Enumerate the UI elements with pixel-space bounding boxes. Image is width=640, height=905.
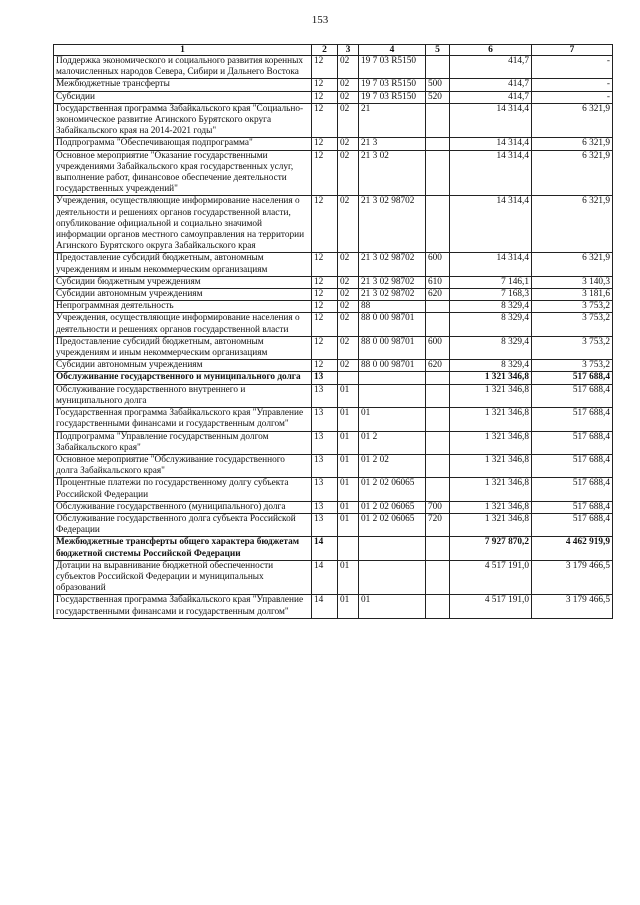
table-row: [54, 384, 613, 407]
table-row: [54, 560, 613, 595]
row-name-cell: Субсидии: [54, 91, 312, 103]
amount-2-cell: 517 688,4: [532, 384, 613, 407]
amount-2-cell: 6 321,9: [532, 138, 613, 150]
section-code-cell: 12: [312, 91, 338, 103]
expense-type-cell: 600: [426, 253, 450, 276]
section-code-cell: 12: [312, 138, 338, 150]
amount-1-cell: 1 321 346,8: [450, 454, 532, 477]
target-article-cell: 01 2 02: [359, 454, 426, 477]
amount-1-cell: 7 146,1: [450, 276, 532, 288]
subsection-code-cell: 02: [338, 138, 359, 150]
target-article-cell: [359, 560, 426, 595]
subsection-code-cell: 02: [338, 91, 359, 103]
table-row: [54, 276, 613, 288]
subsection-code-cell: 01: [338, 513, 359, 536]
budget-table: [53, 44, 613, 619]
amount-1-cell: 414,7: [450, 56, 532, 79]
subsection-code-cell: 02: [338, 313, 359, 336]
expense-type-cell: [426, 595, 450, 618]
row-name-cell: Предоставление субсидий бюджетным, автономным учреждениям и иным некоммерческим организациям: [54, 253, 312, 276]
section-code-cell: 13: [312, 408, 338, 431]
expense-type-cell: 520: [426, 91, 450, 103]
row-name-cell: Обслуживание государственного долга субъекта Российской Федерации: [54, 513, 312, 536]
amount-2-cell: 517 688,4: [532, 513, 613, 536]
amount-2-cell: -: [532, 79, 613, 91]
section-code-cell: 12: [312, 253, 338, 276]
row-name-cell: Дотации на выравнивание бюджетной обеспеченности субъектов Российской Федерации и муниципальных образований: [54, 560, 312, 595]
target-article-cell: 01 2 02 06065: [359, 501, 426, 513]
amount-2-cell: 6 321,9: [532, 196, 613, 253]
expense-type-cell: 700: [426, 501, 450, 513]
section-code-cell: 12: [312, 360, 338, 372]
row-name-cell: Обслуживание государственного и муниципального долга: [54, 372, 312, 384]
row-name-cell: Государственная программа Забайкальского края "Социально-экономическое развитие Агинского Бурятского округа Забайкальского края на 2014-2021 годы": [54, 103, 312, 138]
expense-type-cell: 500: [426, 79, 450, 91]
row-name-cell: Предоставление субсидий бюджетным, автономным учреждениям и иным некоммерческим организациям: [54, 336, 312, 359]
section-code-cell: 14: [312, 560, 338, 595]
section-code-cell: 12: [312, 56, 338, 79]
amount-2-cell: 3 753,2: [532, 301, 613, 313]
table-row: [54, 431, 613, 454]
section-code-cell: 12: [312, 301, 338, 313]
amount-2-cell: 6 321,9: [532, 253, 613, 276]
table-row: [54, 336, 613, 359]
table-row: [54, 289, 613, 301]
expense-type-cell: [426, 454, 450, 477]
expense-type-cell: [426, 301, 450, 313]
subsection-code-cell: 01: [338, 595, 359, 618]
row-name-cell: Основное мероприятие "Оказание государственными учреждениями Забайкальского края государственных услуг, выполнение работ, финансовое обеспечение деятельности государственных учреждений": [54, 150, 312, 196]
amount-1-cell: 8 329,4: [450, 336, 532, 359]
target-article-cell: [359, 537, 426, 560]
subsection-code-cell: [338, 537, 359, 560]
subsection-code-cell: [338, 372, 359, 384]
row-name-cell: Субсидии бюджетным учреждениям: [54, 276, 312, 288]
header-col-3: 3: [338, 45, 359, 56]
amount-1-cell: 414,7: [450, 79, 532, 91]
table-row: [54, 454, 613, 477]
row-name-cell: Подпрограмма "Обеспечивающая подпрограмма": [54, 138, 312, 150]
target-article-cell: 19 7 03 R5150: [359, 91, 426, 103]
section-code-cell: 13: [312, 501, 338, 513]
section-code-cell: 12: [312, 79, 338, 91]
amount-2-cell: -: [532, 56, 613, 79]
expense-type-cell: 620: [426, 360, 450, 372]
row-name-cell: Поддержка экономического и социального развития коренных малочисленных народов Севера, Сибири и Дальнего Востока: [54, 56, 312, 79]
row-name-cell: Учреждения, осуществляющие информирование населения о деятельности и решениях органов государственной власти, опубликование официальной и социально значимой информации органов местного самоуправления на территории Агинского Бурятского округа Забайкальского края: [54, 196, 312, 253]
table-row: [54, 79, 613, 91]
table-row: [54, 196, 613, 253]
target-article-cell: 21 3: [359, 138, 426, 150]
expense-type-cell: [426, 560, 450, 595]
expense-type-cell: [426, 56, 450, 79]
target-article-cell: 19 7 03 R5150: [359, 79, 426, 91]
expense-type-cell: [426, 150, 450, 196]
subsection-code-cell: 02: [338, 103, 359, 138]
target-article-cell: 21 3 02 98702: [359, 289, 426, 301]
amount-1-cell: 14 314,4: [450, 253, 532, 276]
table-row: [54, 138, 613, 150]
section-code-cell: 14: [312, 595, 338, 618]
amount-2-cell: 3 140,3: [532, 276, 613, 288]
amount-2-cell: 517 688,4: [532, 431, 613, 454]
row-name-cell: Межбюджетные трансферты: [54, 79, 312, 91]
expense-type-cell: [426, 103, 450, 138]
expense-type-cell: [426, 537, 450, 560]
row-name-cell: Непрограммная деятельность: [54, 301, 312, 313]
expense-type-cell: 610: [426, 276, 450, 288]
table-row: [54, 372, 613, 384]
header-col-5: 5: [426, 45, 450, 56]
subsection-code-cell: 02: [338, 79, 359, 91]
expense-type-cell: 600: [426, 336, 450, 359]
expense-type-cell: [426, 384, 450, 407]
section-code-cell: 12: [312, 336, 338, 359]
section-code-cell: 14: [312, 537, 338, 560]
section-code-cell: 13: [312, 372, 338, 384]
row-name-cell: Межбюджетные трансферты общего характера бюджетам бюджетной системы Российской Федерации: [54, 537, 312, 560]
expense-type-cell: 620: [426, 289, 450, 301]
amount-1-cell: 14 314,4: [450, 150, 532, 196]
amount-2-cell: 3 753,2: [532, 313, 613, 336]
row-name-cell: Обслуживание государственного внутреннего и муниципального долга: [54, 384, 312, 407]
amount-1-cell: 4 517 191,0: [450, 560, 532, 595]
amount-2-cell: 517 688,4: [532, 408, 613, 431]
section-code-cell: 12: [312, 276, 338, 288]
amount-1-cell: 1 321 346,8: [450, 431, 532, 454]
table-row: [54, 301, 613, 313]
amount-2-cell: 3 753,2: [532, 336, 613, 359]
table-row: [54, 313, 613, 336]
header-col-6: 6: [450, 45, 532, 56]
row-name-cell: Государственная программа Забайкальского края "Управление государственными финансами и государственным долгом": [54, 595, 312, 618]
table-row: [54, 595, 613, 618]
section-code-cell: 12: [312, 196, 338, 253]
subsection-code-cell: 02: [338, 253, 359, 276]
header-col-2: 2: [312, 45, 338, 56]
amount-1-cell: 1 321 346,8: [450, 384, 532, 407]
header-col-7: 7: [532, 45, 613, 56]
section-code-cell: 13: [312, 431, 338, 454]
amount-2-cell: 4 462 919,9: [532, 537, 613, 560]
section-code-cell: 12: [312, 289, 338, 301]
target-article-cell: 88 0 00 98701: [359, 313, 426, 336]
table-row: [54, 408, 613, 431]
header-col-4: 4: [359, 45, 426, 56]
subsection-code-cell: 01: [338, 384, 359, 407]
expense-type-cell: [426, 431, 450, 454]
table-row: [54, 360, 613, 372]
amount-1-cell: 1 321 346,8: [450, 408, 532, 431]
subsection-code-cell: 02: [338, 276, 359, 288]
amount-1-cell: 1 321 346,8: [450, 372, 532, 384]
subsection-code-cell: 02: [338, 150, 359, 196]
amount-1-cell: 8 329,4: [450, 301, 532, 313]
page-number: 153: [311, 14, 329, 26]
subsection-code-cell: 01: [338, 431, 359, 454]
section-code-cell: 12: [312, 150, 338, 196]
section-code-cell: 13: [312, 454, 338, 477]
subsection-code-cell: 02: [338, 289, 359, 301]
amount-2-cell: 517 688,4: [532, 478, 613, 501]
target-article-cell: [359, 372, 426, 384]
amount-2-cell: 3 179 466,5: [532, 560, 613, 595]
header-row: [54, 45, 613, 56]
section-code-cell: 13: [312, 384, 338, 407]
subsection-code-cell: 02: [338, 56, 359, 79]
table-row: [54, 501, 613, 513]
subsection-code-cell: 01: [338, 501, 359, 513]
amount-1-cell: 414,7: [450, 91, 532, 103]
row-name-cell: Обслуживание государственного (муниципального) долга: [54, 501, 312, 513]
amount-2-cell: 517 688,4: [532, 501, 613, 513]
row-name-cell: Государственная программа Забайкальского края "Управление государственными финансами и государственным долгом": [54, 408, 312, 431]
row-name-cell: Подпрограмма "Управление государственным долгом Забайкальского края": [54, 431, 312, 454]
row-name-cell: Субсидии автономным учреждениям: [54, 289, 312, 301]
amount-1-cell: 7 168,3: [450, 289, 532, 301]
target-article-cell: 21 3 02 98702: [359, 196, 426, 253]
table-row: [54, 91, 613, 103]
subsection-code-cell: 02: [338, 301, 359, 313]
subsection-code-cell: 01: [338, 454, 359, 477]
expense-type-cell: [426, 313, 450, 336]
target-article-cell: 01: [359, 595, 426, 618]
row-name-cell: Учреждения, осуществляющие информирование населения о деятельности и решениях органов государственной власти: [54, 313, 312, 336]
target-article-cell: 21 3 02: [359, 150, 426, 196]
target-article-cell: 21 3 02 98702: [359, 253, 426, 276]
table-row: [54, 537, 613, 560]
target-article-cell: 01 2: [359, 431, 426, 454]
amount-2-cell: 3 181,6: [532, 289, 613, 301]
amount-1-cell: 8 329,4: [450, 313, 532, 336]
table-row: [54, 103, 613, 138]
amount-2-cell: 6 321,9: [532, 150, 613, 196]
target-article-cell: 88: [359, 301, 426, 313]
section-code-cell: 13: [312, 478, 338, 501]
amount-2-cell: 3 179 466,5: [532, 595, 613, 618]
section-code-cell: 13: [312, 513, 338, 536]
amount-2-cell: -: [532, 91, 613, 103]
amount-1-cell: 14 314,4: [450, 196, 532, 253]
subsection-code-cell: 02: [338, 360, 359, 372]
amount-2-cell: 517 688,4: [532, 372, 613, 384]
target-article-cell: 88 0 00 98701: [359, 360, 426, 372]
amount-1-cell: 1 321 346,8: [450, 513, 532, 536]
expense-type-cell: [426, 478, 450, 501]
target-article-cell: [359, 384, 426, 407]
amount-2-cell: 517 688,4: [532, 454, 613, 477]
target-article-cell: 21 3 02 98702: [359, 276, 426, 288]
amount-2-cell: 3 753,2: [532, 360, 613, 372]
header-col-1: 1: [54, 45, 312, 56]
target-article-cell: 88 0 00 98701: [359, 336, 426, 359]
table-row: [54, 150, 613, 196]
expense-type-cell: 720: [426, 513, 450, 536]
table-row: [54, 478, 613, 501]
target-article-cell: 21: [359, 103, 426, 138]
section-code-cell: 12: [312, 313, 338, 336]
row-name-cell: Субсидии автономным учреждениям: [54, 360, 312, 372]
subsection-code-cell: 01: [338, 560, 359, 595]
amount-1-cell: 7 927 870,2: [450, 537, 532, 560]
amount-1-cell: 4 517 191,0: [450, 595, 532, 618]
row-name-cell: Процентные платежи по государственному долгу субъекта Российской Федерации: [54, 478, 312, 501]
table-row: [54, 56, 613, 79]
section-code-cell: 12: [312, 103, 338, 138]
amount-1-cell: 14 314,4: [450, 138, 532, 150]
table-row: [54, 513, 613, 536]
amount-1-cell: 1 321 346,8: [450, 501, 532, 513]
target-article-cell: 01 2 02 06065: [359, 513, 426, 536]
target-article-cell: 19 7 03 R5150: [359, 56, 426, 79]
expense-type-cell: [426, 138, 450, 150]
subsection-code-cell: 02: [338, 336, 359, 359]
expense-type-cell: [426, 372, 450, 384]
amount-1-cell: 1 321 346,8: [450, 478, 532, 501]
subsection-code-cell: 02: [338, 196, 359, 253]
target-article-cell: 01 2 02 06065: [359, 478, 426, 501]
subsection-code-cell: 01: [338, 478, 359, 501]
amount-1-cell: 8 329,4: [450, 360, 532, 372]
expense-type-cell: [426, 408, 450, 431]
row-name-cell: Основное мероприятие "Обслуживание государственного долга Забайкальского края": [54, 454, 312, 477]
target-article-cell: 01: [359, 408, 426, 431]
subsection-code-cell: 01: [338, 408, 359, 431]
expense-type-cell: [426, 196, 450, 253]
amount-1-cell: 14 314,4: [450, 103, 532, 138]
amount-2-cell: 6 321,9: [532, 103, 613, 138]
table-row: [54, 253, 613, 276]
